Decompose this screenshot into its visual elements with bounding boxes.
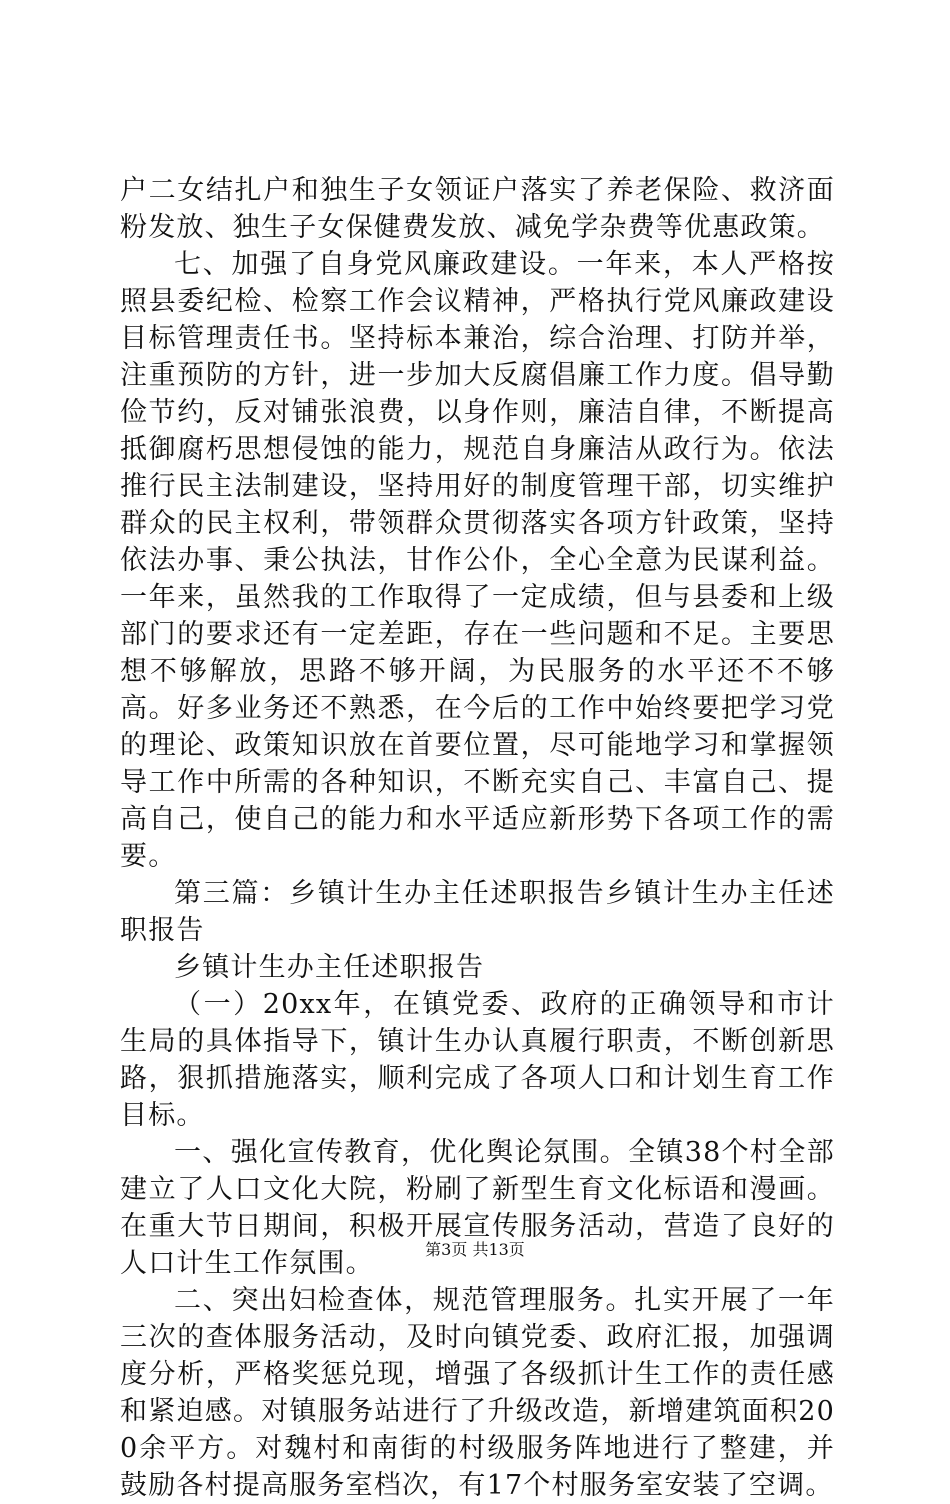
- paragraph-report-title: 乡镇计生办主任述职报告: [174, 952, 485, 983]
- paragraph-intro: （一）20xx年，在镇党委、政府的正确领导和市计生局的具体指导下，镇计生办认真履行职责，不断创新思路，狠抓措施落实，顺利完成了各项人口和计划生育工作目标。: [120, 989, 835, 1131]
- document-body: [120, 172, 835, 1504]
- page-number: 第3页 共13页: [425, 1240, 525, 1259]
- paragraph-section-one: 一、强化宣传教育，优化舆论氛围。全镇38个村全部建立了人口文化大院，粉刷了新型生育文化标语和漫画。在重大节日期间，积极开展宣传服务活动，营造了良好的人口计生工作氛围。: [120, 1137, 835, 1279]
- paragraph-continuation: 户二女结扎户和独生子女领证户落实了养老保险、救济面粉发放、独生子女保健费发放、减免学杂费等优惠政策。: [120, 175, 835, 243]
- paragraph-section-two: 二、突出妇检查体，规范管理服务。扎实开展了一年三次的查体服务活动，及时向镇党委、政府汇报，加强调度分析，严格奖惩兑现，增强了各级抓计生工作的责任感和紧迫感。对镇服务站进行了升级改造，新增建筑面积200余平方。对魏村和南街的村级服务阵地进行了整建，并鼓励各村提高服务室档次，有17个村服务室安装了空调。: [120, 1285, 835, 1501]
- paragraph-chapter-heading: 第三篇：乡镇计生办主任述职报告乡镇计生办主任述职报告: [120, 878, 835, 946]
- page-footer: [0, 1237, 950, 1260]
- paragraph-section-seven: 七、加强了自身党风廉政建设。一年来，本人严格按照县委纪检、检察工作会议精神，严格执行党风廉政建设目标管理责任书。坚持标本兼治，综合治理、打防并举，注重预防的方针，进一步加大反腐倡廉工作力度。倡导勤俭节约，反对铺张浪费，以身作则，廉洁自律，不断提高抵御腐朽思想侵蚀的能力，规范自身廉洁从政行为。依法推行民主法制建设，坚持用好的制度管理干部，切实维护群众的民主权利，带领群众贯彻落实各项方针政策，坚持依法办事、秉公执法，甘作公仆，全心全意为民谋利益。一年来，虽然我的工作取得了一定成绩，但与县委和上级部门的要求还有一定差距，存在一些问题和不足。主要思想不够解放，思路不够开阔，为民服务的水平还不不够高。好多业务还不熟悉，在今后的工作中始终要把学习党的理论、政策知识放在首要位置，尽可能地学习和掌握领导工作中所需的各种知识，不断充实自己、丰富自己、提高自己，使自己的能力和水平适应新形势下各项工作的需要。: [120, 249, 835, 872]
